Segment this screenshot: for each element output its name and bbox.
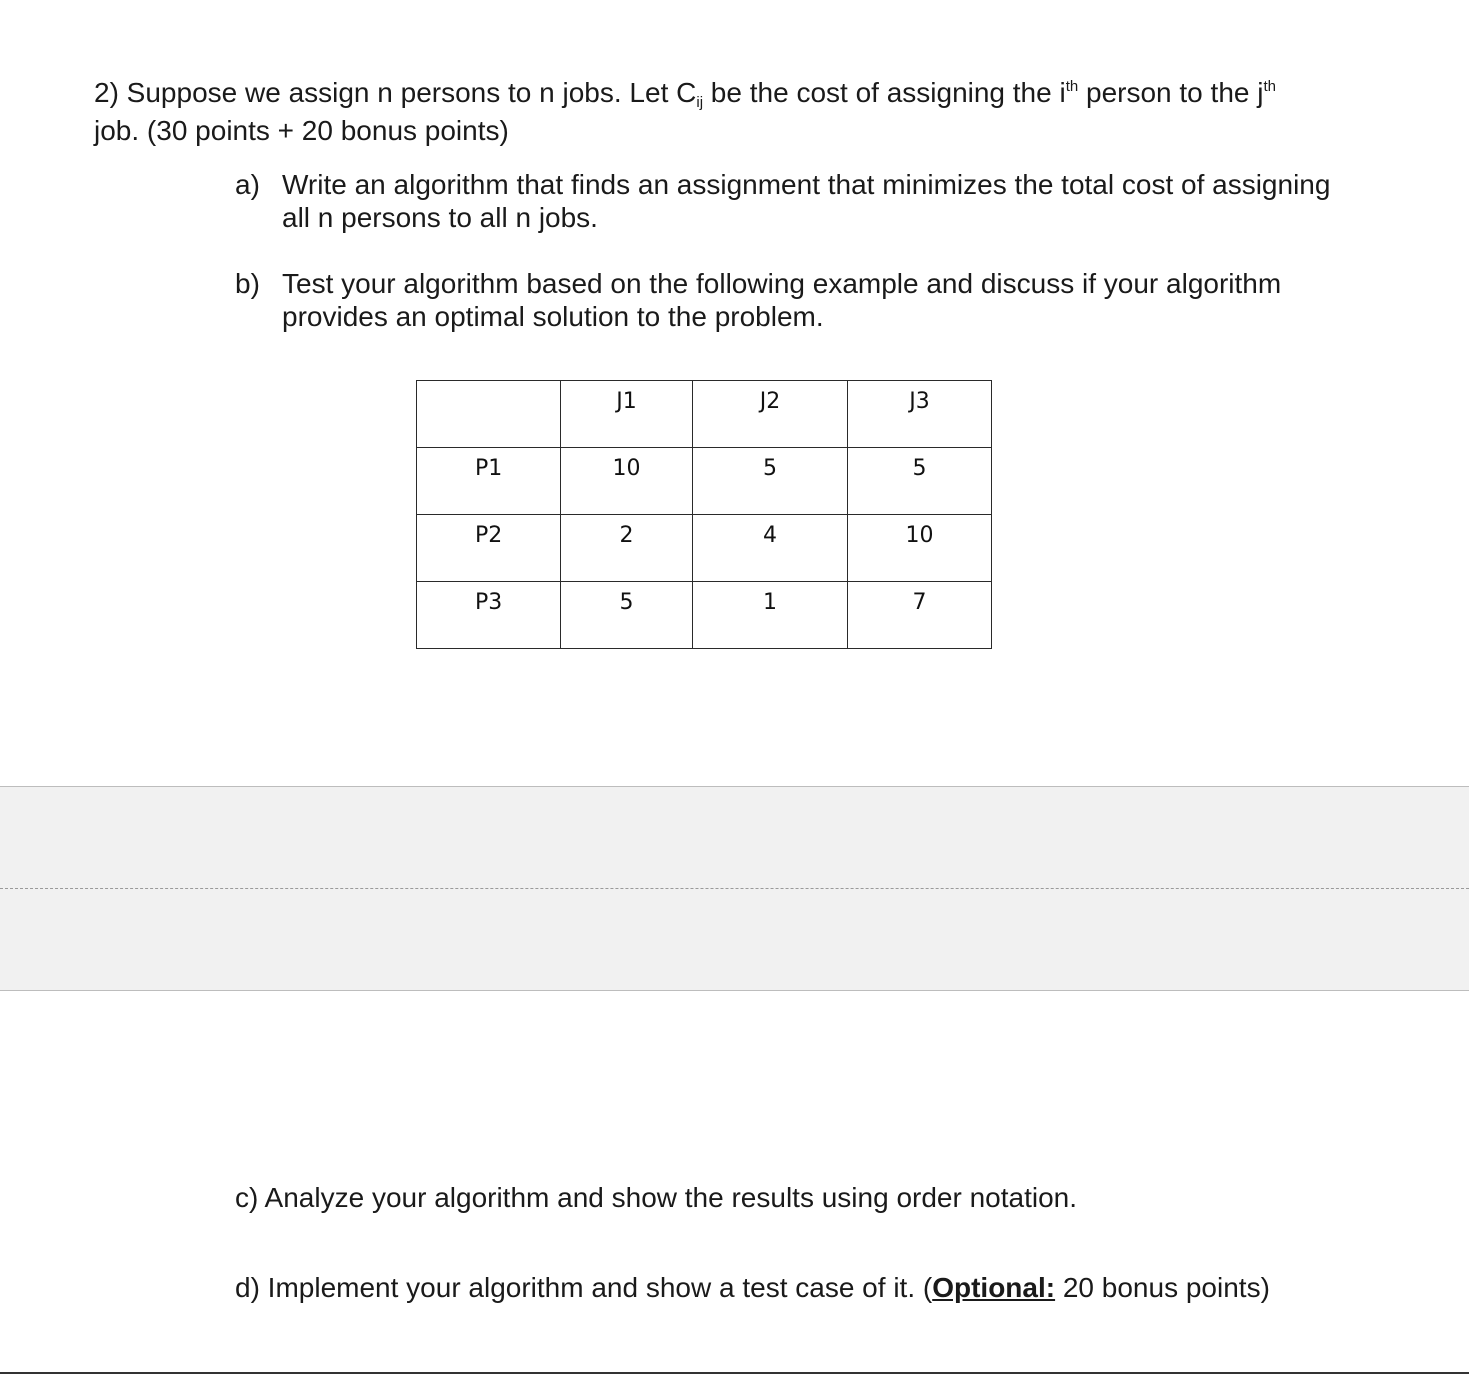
part-b-text: Test your algorithm based on the following example and discuss if your algorithm provides an optimal solution to the problem. [282,268,1282,332]
part-b-label: b) [235,268,260,299]
table-row [417,448,992,515]
part-d-bonus-text: 20 bonus points) [1055,1272,1270,1303]
table-cell: 10 [561,448,693,515]
bottom-divider [0,1372,1469,1374]
part-d-text: d) Implement your algorithm and show a test case of it. ( [235,1272,933,1303]
superscript-th-j: th [1263,78,1276,95]
part-d [235,1271,1270,1304]
table-corner-cell [417,381,561,448]
table-row-label: P2 [417,515,561,582]
part-a [235,168,1355,234]
question-line2: job. (30 points + 20 bonus points) [94,115,509,146]
table-header-j2: J2 [693,381,848,448]
optional-label: Optional: [932,1272,1056,1303]
table-header-row [417,381,992,448]
part-c-text: c) Analyze your algorithm and show the results using order notation. [235,1182,1078,1213]
table-row [417,582,992,649]
part-a-label: a) [235,169,260,200]
table-row [417,515,992,582]
cost-table [416,380,992,649]
question-text [94,74,1354,150]
table-cell: 1 [693,582,848,649]
part-a-text: Write an algorithm that finds an assignment that minimizes the total cost of assigning all n persons to all n jobs. [282,169,1331,233]
part-b [235,267,1355,333]
table-cell: 5 [848,448,992,515]
superscript-th-i: th [1065,78,1079,95]
table-row-label: P1 [417,448,561,515]
table-cell: 10 [848,515,992,582]
page-break-divider [0,888,1469,889]
table-cell: 4 [693,515,848,582]
table-cell: 7 [848,582,992,649]
table-row-label: P3 [417,582,561,649]
table-header-j1: J1 [561,381,693,448]
answer-area[interactable] [0,786,1469,991]
question-line1-part2: be the cost of assigning the i [703,77,1066,108]
question-line1-part1: 2) Suppose we assign n persons to n jobs. Let C [94,77,697,108]
table-cell: 5 [561,582,693,649]
table-cell: 2 [561,515,693,582]
table-cell: 5 [693,448,848,515]
table-header-j3: J3 [848,381,992,448]
subscript-ij: ij [696,94,704,111]
question-line1-part3: person to the j [1078,77,1264,108]
